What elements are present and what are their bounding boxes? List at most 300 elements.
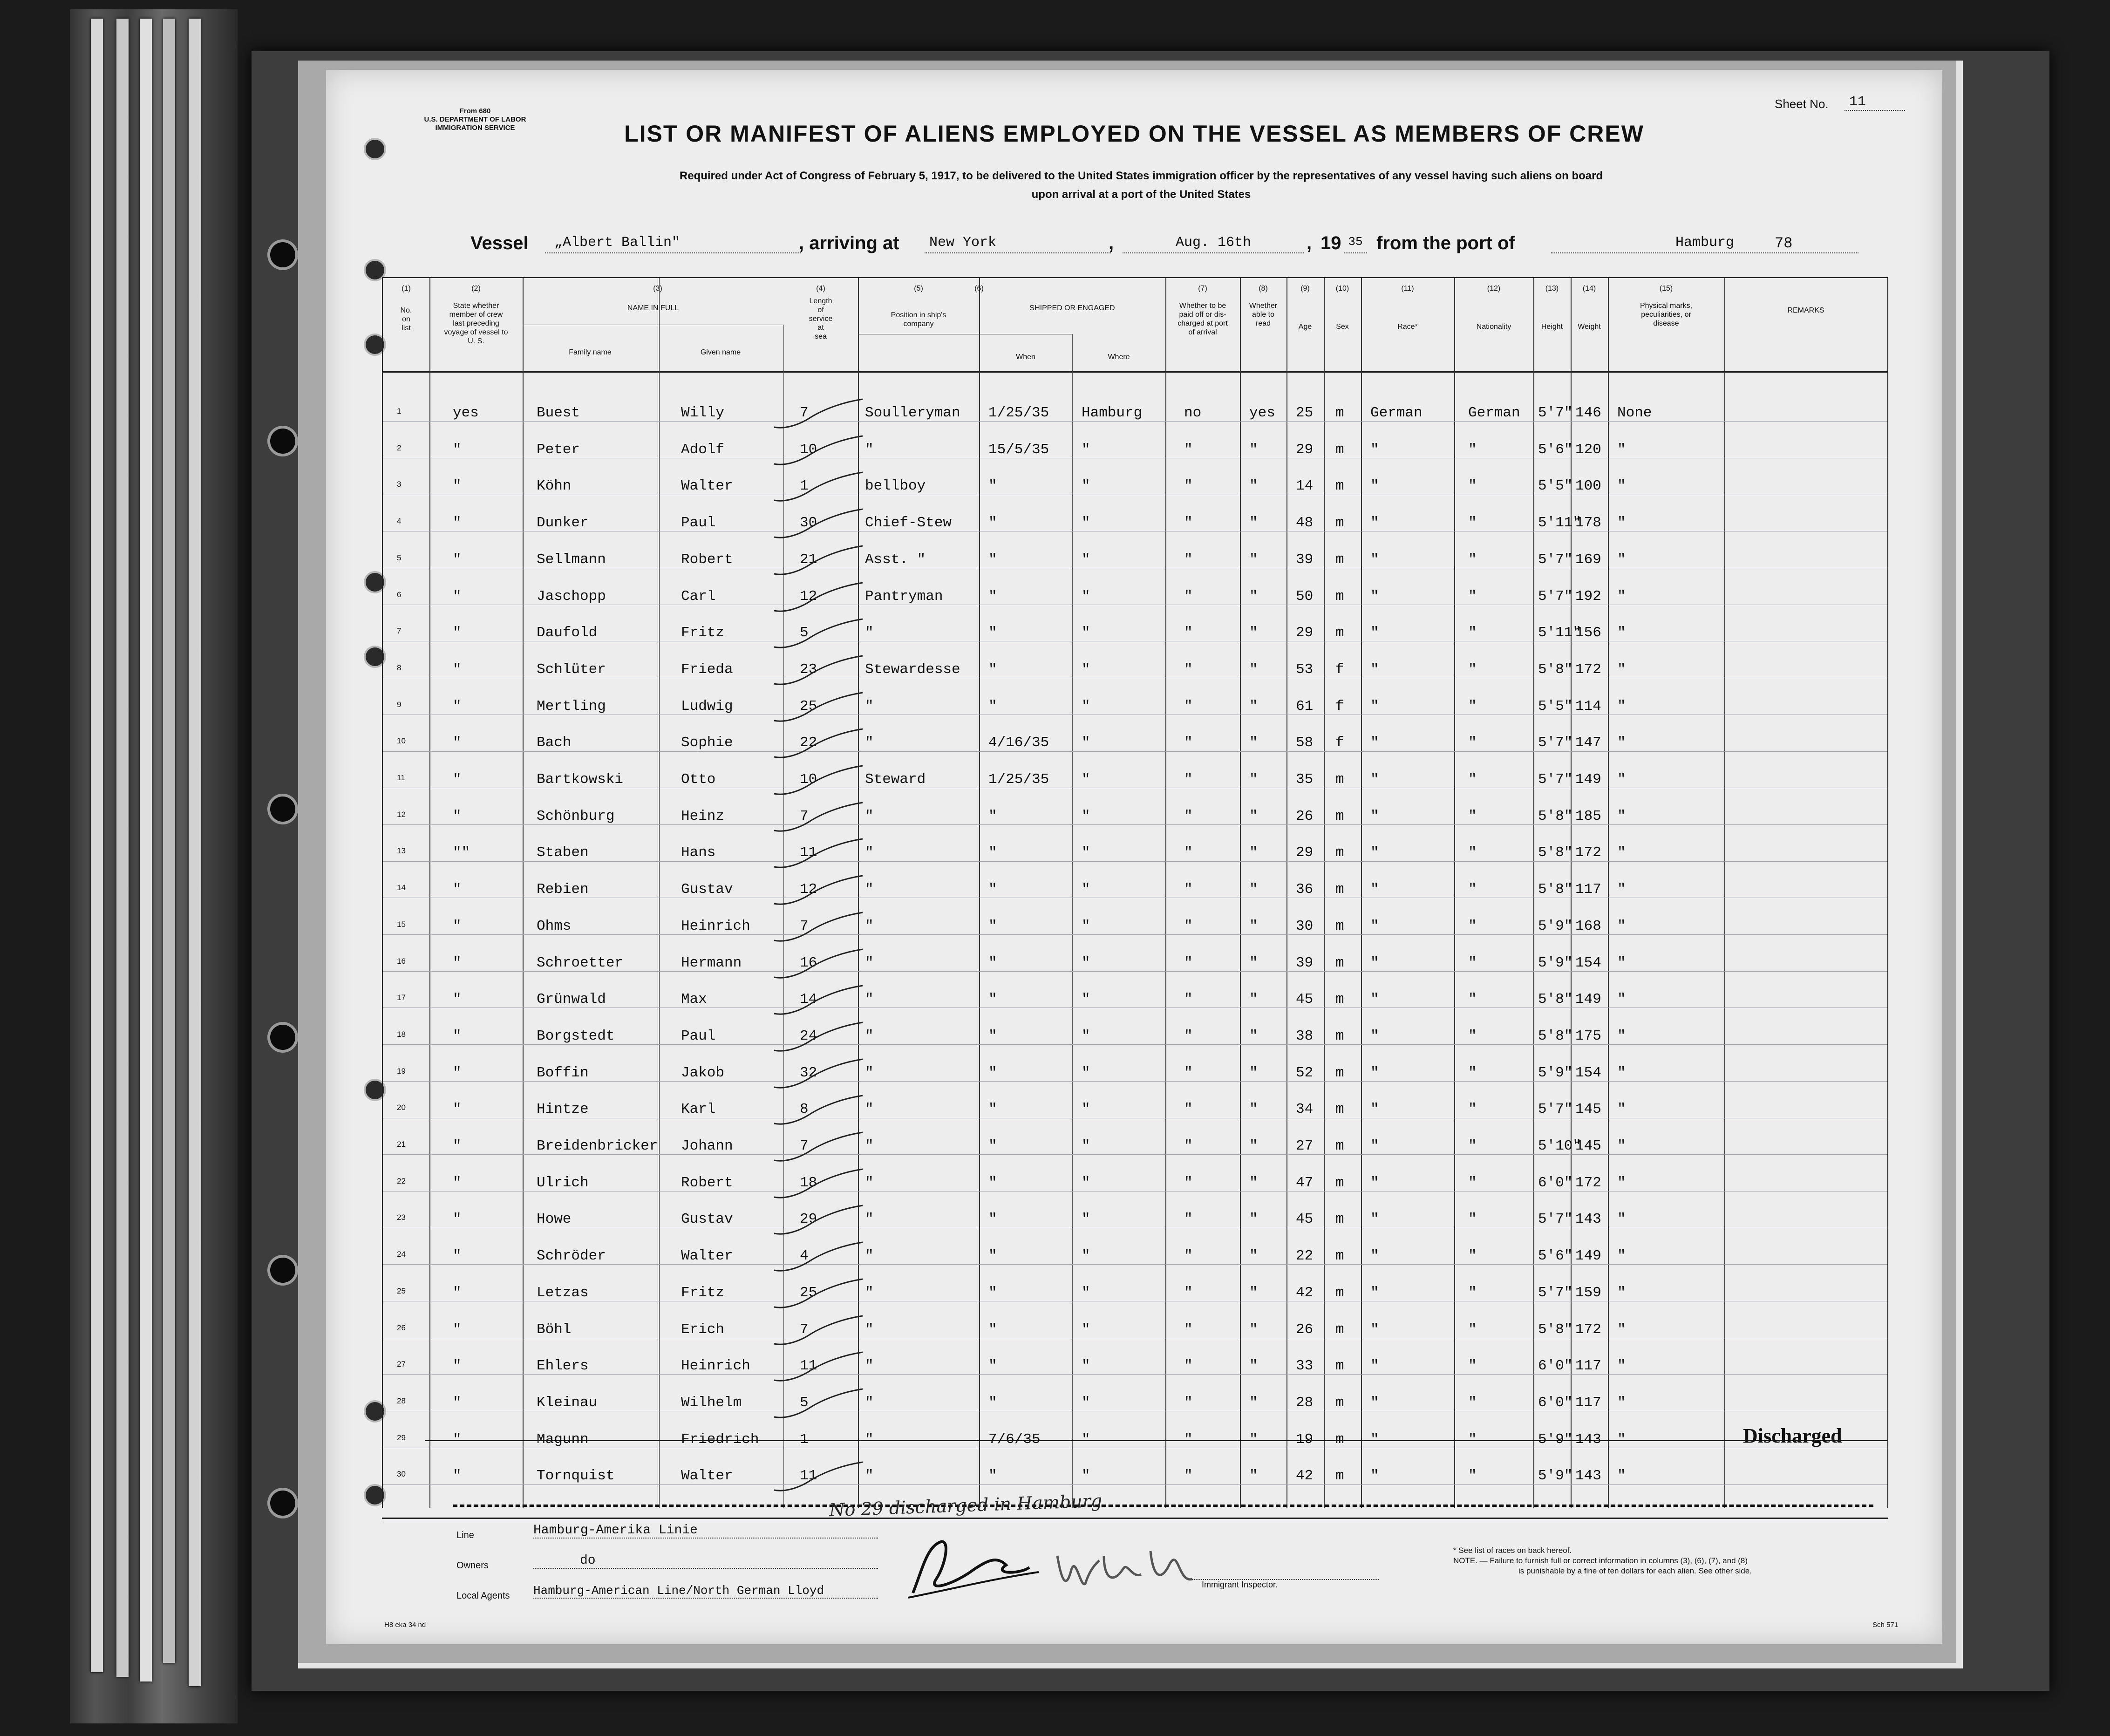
cell-when: " [988,918,997,934]
cell-paid: " [1184,588,1193,605]
cell-position: " [865,844,874,861]
cell-nat: " [1468,735,1477,751]
table-row [383,1424,1887,1466]
cell-nat: " [1468,698,1477,715]
cell-service: 21 [800,551,817,568]
cell-prev: " [453,551,462,568]
punch-hole [270,797,295,822]
cell-when: " [988,515,997,531]
cell-height: 5'9" [1538,918,1573,934]
cell-given: Fritz [681,1284,725,1301]
cell-family: Bartkowski [537,771,624,788]
cell-given: Karl [681,1101,716,1118]
cell-family: Howe [537,1211,572,1228]
column-header-physical-marks: Physical marks, peculiarities, or disease [1640,302,1693,327]
cell-given: Heinrich [681,1358,750,1375]
cell-prev: "" [453,844,470,861]
cell-sex: m [1335,441,1344,458]
column-header-length-of-service: Length of service at sea [809,297,833,340]
column-header-height: Height [1541,323,1563,331]
cell-given: Otto [681,771,716,788]
cell-service: 7 [800,808,809,824]
cell-race: " [1370,881,1379,898]
cell-age: 38 [1296,1028,1314,1044]
cell-age: 30 [1296,918,1314,934]
column-header-position: Position in ship's company [891,311,946,328]
cell-sex: m [1335,1101,1344,1118]
cell-given: Gustav [681,1211,733,1228]
punch-hole [270,242,295,267]
cell-sex: m [1335,551,1344,568]
cell-family: Ohms [537,918,572,934]
cell-no: 11 [397,773,405,782]
cell-weight: 172 [1575,1321,1601,1338]
cell-paid: " [1184,1394,1193,1411]
cell-no: 4 [397,517,402,526]
cell-race: " [1370,954,1379,971]
cell-service: 4 [800,1248,809,1265]
cell-where: " [1082,588,1090,605]
cell-given: Erich [681,1321,725,1338]
cell-marks: " [1617,1394,1626,1411]
cell-read: " [1249,1248,1258,1265]
cell-race: " [1370,1101,1379,1118]
local-agents-value: Hamburg-American Line/North German Lloyd [533,1584,878,1599]
cell-sex: m [1335,1248,1344,1265]
cell-no: 10 [397,736,406,746]
cell-given: Friedrich [681,1431,759,1448]
cell-position: " [865,625,874,641]
cell-service: 7 [800,918,809,934]
cell-position: Chief-Stew [865,515,952,531]
sheet-number-value: 11 [1845,94,1905,111]
cell-where: " [1082,1248,1090,1265]
cell-position: " [865,1284,874,1301]
cell-paid: " [1184,551,1193,568]
cell-position: " [865,1028,874,1044]
cell-sex: m [1335,1174,1344,1191]
cell-given: Sophie [681,735,733,751]
cell-where: " [1082,515,1090,531]
cell-race: " [1370,808,1379,824]
cell-where: " [1082,1431,1090,1448]
cell-read: " [1249,515,1258,531]
column-header-no-on-list: No. on list [400,306,412,332]
line-value: Hamburg-Amerika Linie [533,1523,878,1539]
cell-family: Ehlers [537,1358,589,1375]
cell-age: 25 [1296,405,1314,421]
cell-age: 35 [1296,771,1314,788]
cell-when: " [988,1101,997,1118]
cell-height: 5'8" [1538,808,1573,824]
cell-age: 34 [1296,1101,1314,1118]
cell-nat: " [1468,1248,1477,1265]
cell-weight: 143 [1575,1468,1601,1484]
cell-where: " [1082,881,1090,898]
table-row [383,1320,1887,1356]
cell-where: " [1082,1028,1090,1044]
cell-no: 1 [397,407,402,415]
cell-paid: " [1184,1101,1193,1118]
cell-given: Carl [681,588,716,605]
cell-nat: " [1468,1028,1477,1044]
checkmark-tick [769,1388,872,1425]
column-header-state-whether: State whether member of crew last preceding voyage of vessel to U. S. [444,302,508,345]
cell-family: Magunn [537,1431,589,1448]
cell-read: yes [1249,405,1275,421]
local-agents-label: Local Agents [456,1591,510,1601]
cell-when: " [988,844,997,861]
cell-weight: 178 [1575,515,1601,531]
cell-no: 7 [397,626,402,636]
cell-paid: no [1184,405,1202,421]
cell-marks: " [1617,1211,1626,1228]
table-row [383,1173,1887,1210]
subtitle-line-2: upon arrival at a port of the United States [1031,188,1251,201]
cell-race: " [1370,1284,1379,1301]
schedule-code: Sch 571 [1872,1621,1899,1629]
cell-paid: " [1184,1284,1193,1301]
cell-family: Peter [537,441,580,458]
cell-nat: " [1468,771,1477,788]
cell-height: 5'8" [1538,844,1573,861]
cell-when: " [988,1358,997,1375]
binder-sheet-edge [140,19,152,1682]
cell-nat: " [1468,1431,1477,1448]
cell-where: " [1082,1174,1090,1191]
cell-read: " [1249,625,1258,641]
cell-prev: " [453,954,462,971]
cell-marks: " [1617,588,1626,605]
punch-hole [270,1025,295,1050]
cell-prev: " [453,1321,462,1338]
cell-when: " [988,1394,997,1411]
cell-prev: " [453,771,462,788]
cell-race: " [1370,918,1379,934]
cell-family: Jaschopp [537,588,606,605]
cell-prev: " [453,661,462,678]
cell-position: " [865,954,874,971]
cell-prev: " [453,918,462,934]
cell-given: Hermann [681,954,742,971]
cell-position: " [865,1138,874,1154]
cell-service: 14 [800,991,817,1008]
table-row [383,696,1887,733]
cell-race: " [1370,1064,1379,1081]
cell-where: " [1082,1138,1090,1154]
cell-paid: " [1184,771,1193,788]
punch-hole [366,1486,384,1505]
checkmark-tick [769,765,872,802]
cell-sex: m [1335,588,1344,605]
cell-family: Sellmann [537,551,606,568]
cell-paid: " [1184,478,1193,495]
cell-no: 24 [397,1250,406,1259]
column-number: (2) [471,285,481,293]
checkmark-tick [769,1461,872,1498]
table-row [383,1099,1887,1136]
cell-family: Staben [537,844,589,861]
cell-prev: " [453,1358,462,1375]
cell-where: " [1082,1358,1090,1375]
cell-given: Johann [681,1138,733,1154]
cell-height: 5'8" [1538,1321,1573,1338]
cell-position: " [865,808,874,824]
cell-family: Schönburg [537,808,615,824]
cell-sex: f [1335,661,1344,678]
table-row [383,403,1887,440]
cell-given: Ludwig [681,698,733,715]
cell-race: " [1370,1468,1379,1484]
cell-position: bellboy [865,478,926,495]
cell-no: 2 [397,443,402,452]
crew-manifest-table [382,277,1888,1508]
cell-age: 26 [1296,808,1314,824]
cell-height: 5'9" [1538,1431,1573,1448]
cell-given: Wilhelm [681,1394,742,1411]
cell-nat: " [1468,1468,1477,1484]
column-number: (3) [653,285,662,293]
cell-read: " [1249,1284,1258,1301]
checkmark-tick [769,655,872,692]
cell-age: 14 [1296,478,1314,495]
cell-marks: " [1617,1064,1626,1081]
row-strikethrough [425,1440,1887,1441]
cell-read: " [1249,844,1258,861]
table-row [383,1209,1887,1246]
column-number: (5) [914,285,923,293]
cell-sex: m [1335,625,1344,641]
cell-given: Walter [681,1248,733,1265]
cell-when: " [988,478,997,495]
cell-no: 19 [397,1066,406,1076]
cell-height: 5'7" [1538,771,1573,788]
cell-prev: " [453,991,462,1008]
cell-read: " [1249,1174,1258,1191]
cell-no: 21 [397,1140,406,1149]
checkmark-tick [769,618,872,655]
cell-service: 1 [800,1431,809,1448]
cell-service: 22 [800,735,817,751]
vessel-label: Vessel [470,233,529,253]
cell-where: " [1082,808,1090,824]
cell-weight: 149 [1575,1248,1601,1265]
cell-race: " [1370,441,1379,458]
cell-nat: " [1468,1138,1477,1154]
cell-age: 39 [1296,954,1314,971]
cell-age: 39 [1296,551,1314,568]
cell-sex: m [1335,1321,1344,1338]
cell-marks: " [1617,954,1626,971]
checkmark-tick [769,838,872,875]
cell-nat: " [1468,1394,1477,1411]
cell-age: 19 [1296,1431,1314,1448]
cell-weight: 117 [1575,881,1601,898]
cell-service: 1 [800,478,809,495]
column-header-able-to-read: Whether able to read [1249,302,1278,327]
cell-nat: German [1468,405,1520,421]
cell-age: 48 [1296,515,1314,531]
cell-when: 1/25/35 [988,405,1049,421]
cell-nat: " [1468,625,1477,641]
cell-height: 5'9" [1538,1064,1573,1081]
cell-service: 5 [800,1394,809,1411]
cell-where: " [1082,844,1090,861]
cell-marks: " [1617,478,1626,495]
cell-when: 4/16/35 [988,735,1049,751]
cell-prev: " [453,1248,462,1265]
table-row [383,1063,1887,1100]
cell-height: 5'10" [1538,1138,1582,1154]
cell-read: " [1249,441,1258,458]
cell-nat: " [1468,441,1477,458]
binder-sheet-edge [91,19,103,1672]
cell-prev: " [453,1138,462,1154]
cell-height: 6'0" [1538,1358,1573,1375]
cell-position: " [865,1064,874,1081]
table-row [383,916,1887,953]
cell-no: 22 [397,1176,406,1185]
cell-no: 17 [397,993,406,1002]
cell-where: " [1082,625,1090,641]
cell-weight: 145 [1575,1101,1601,1118]
cell-sex: m [1335,881,1344,898]
table-row [383,953,1887,990]
from-port-label: from the port of [1376,233,1515,253]
cell-prev: yes [453,405,479,421]
cell-race: " [1370,698,1379,715]
cell-nat: " [1468,1064,1477,1081]
cell-marks: " [1617,844,1626,861]
cell-paid: " [1184,1064,1193,1081]
cell-age: 47 [1296,1174,1314,1191]
cell-when: " [988,991,997,1008]
cell-read: " [1249,954,1258,971]
cell-where: " [1082,954,1090,971]
table-row [383,1466,1887,1503]
cell-age: 29 [1296,625,1314,641]
cell-height: 5'7" [1538,1101,1573,1118]
cell-marks: " [1617,881,1626,898]
cell-no: 13 [397,846,406,856]
cell-marks: " [1617,1028,1626,1044]
cell-marks: " [1617,1468,1626,1484]
cell-race: " [1370,735,1379,751]
races-note: * See list of races on back hereof. [1453,1546,1572,1555]
cell-race: " [1370,991,1379,1008]
cell-age: 50 [1296,588,1314,605]
cell-sex: m [1335,1431,1344,1448]
column-number: (14) [1582,285,1596,293]
cell-marks: " [1617,1321,1626,1338]
cell-height: 5'7" [1538,1284,1573,1301]
cell-sex: m [1335,1064,1344,1081]
cell-age: 42 [1296,1468,1314,1484]
binder-sheet-edge [116,19,129,1677]
cell-where: Hamburg [1082,405,1143,421]
cell-race: " [1370,478,1379,495]
cell-position: Pantryman [865,588,943,605]
cell-weight: 100 [1575,478,1601,495]
cell-prev: " [453,1211,462,1228]
cell-height: 5'6" [1538,1248,1573,1265]
cell-given: Heinz [681,808,725,824]
cell-service: 30 [800,515,817,531]
cell-service: 12 [800,881,817,898]
year-prefix: 19 [1320,233,1341,253]
page-title: LIST OR MANIFEST OF ALIENS EMPLOYED ON THE VESSEL AS MEMBERS OF CREW [624,121,1644,147]
cell-where: " [1082,991,1090,1008]
cell-service: 8 [800,1101,809,1118]
cell-age: 22 [1296,1248,1314,1265]
cell-family: Schlüter [537,661,606,678]
cell-read: " [1249,1431,1258,1448]
checkmark-tick [769,1168,872,1205]
cell-marks: " [1617,661,1626,678]
cell-marks: None [1617,405,1652,421]
cell-when: " [988,1028,997,1044]
column-number: (13) [1545,285,1559,293]
cell-service: 29 [800,1211,817,1228]
cell-no: 23 [397,1213,406,1222]
table-row [383,1246,1887,1283]
cell-marks: " [1617,918,1626,934]
cell-nat: " [1468,1101,1477,1118]
form-department-label: From 680 U.S. DEPARTMENT OF LABOR IMMIGRATION SERVICE [424,107,526,132]
cell-weight: 149 [1575,771,1601,788]
cell-position: " [865,1431,874,1448]
sheet-number-label: Sheet No. [1775,97,1829,111]
cell-where: " [1082,698,1090,715]
cell-when: " [988,1284,997,1301]
cell-position: " [865,1358,874,1375]
cell-paid: " [1184,991,1193,1008]
cell-height: 5'5" [1538,478,1573,495]
cell-race: " [1370,1211,1379,1228]
table-row [383,1026,1887,1063]
owners-value: do [533,1553,878,1569]
column-number: (12) [1487,285,1501,293]
cell-height: 5'9" [1538,1468,1573,1484]
cell-race: " [1370,771,1379,788]
cell-race: " [1370,1431,1379,1448]
cell-family: Schröder [537,1248,606,1265]
table-row [383,476,1887,513]
cell-weight: 145 [1575,1138,1601,1154]
cell-service: 23 [800,661,817,678]
cell-prev: " [453,881,462,898]
column-header-shipped: SHIPPED OR ENGAGED [1029,304,1115,312]
cell-height: 5'7" [1538,735,1573,751]
cell-position: Asst. " [865,551,926,568]
cell-family: Boffin [537,1064,589,1081]
cell-paid: " [1184,1358,1193,1375]
column-header-weight: Weight [1578,323,1601,331]
cell-prev: " [453,1284,462,1301]
cell-when: " [988,1064,997,1081]
cell-when: " [988,661,997,678]
column-header-age: Age [1298,323,1312,331]
cell-when: 7/6/35 [988,1431,1041,1448]
cell-when: " [988,625,997,641]
cell-family: Kleinau [537,1394,598,1411]
cell-marks: " [1617,1101,1626,1118]
cell-prev: " [453,1064,462,1081]
column-number: (6) [974,285,984,293]
cell-no: 6 [397,590,402,599]
cell-weight: 172 [1575,661,1601,678]
punch-hole [270,1491,295,1516]
